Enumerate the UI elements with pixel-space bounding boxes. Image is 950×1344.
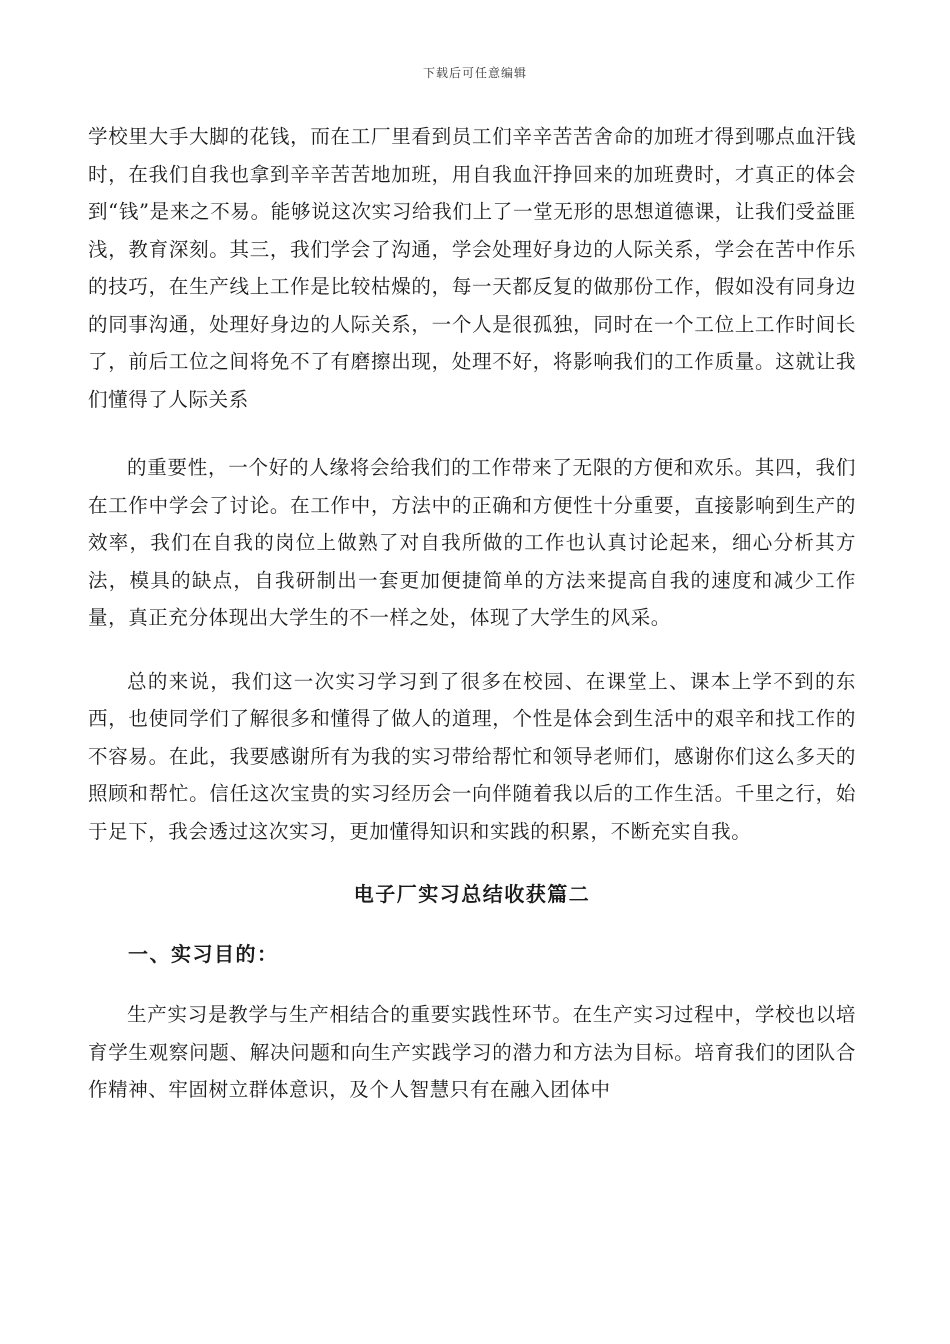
paragraph-internship-purpose: 生产实习是教学与生产相结合的重要实践性环节。在生产实习过程中，学校也以培育学生观察问题、解决问题和向生产实践学习的潜力和方法为目标。培育我们的团队合作精神、牢固树立群体意识，及个人智慧只有在融入团体中 [88,1003,856,1101]
header-note: 下载后可任意编辑 [422,66,527,80]
sub-heading-purpose: 一、实习目的： [128,942,279,966]
section-title: 电子厂实习总结收获篇二 [353,882,591,906]
paragraph-importance-of-relationships: 的重要性，一个好的人缘将会给我们的工作带来了无限的方便和欢乐。其四，我们在工作中学会了讨论。在工作中，方法中的正确和方便性十分重要，直接影响到生产的效率，我们在自我的岗位上做熟了对自我所做的工作也认真讨论起来，细心分析其方法，模具的缺点，自我研制出一套更加便捷简单的方法来提高自我的速度和减少工作量，真正充分体现出大学生的不一样之处，体现了大学生的风采。 [88,456,856,629]
document-body [88,118,856,1109]
paragraph-continuation: 学校里大手大脚的花钱，而在工厂里看到员工们辛辛苦苦舍命的加班才得到哪点血汗钱时，在我们自我也拿到辛辛苦苦地加班，用自我血汗挣回来的加班费时，才真正的体会到“钱”是来之不易。能够说这次实习给我们上了一堂无形的思想道德课，让我们受益匪浅，教育深刻。其三，我们学会了沟通，学会处理好身边的人际关系，学会在苦中作乐的技巧，在生产线上工作是比较枯燥的，每一天都反复的做那份工作，假如没有同身边的同事沟通，处理好身边的人际关系，一个人是很孤独，同时在一个工位上工作时间长了，前后工位之间将免不了有磨擦出现，处理不好，将影响我们的工作质量。这就让我们懂得了人际关系 [88,125,856,411]
paragraph-summary: 总的来说，我们这一次实习学习到了很多在校园、在课堂上、课本上学不到的东西，也使同学们了解很多和懂得了做人的道理，个性是体会到生活中的艰辛和找工作的不容易。在此，我要感谢所有为我的实习带给帮忙和领导老师们，感谢你们这么多天的照顾和帮忙。信任这次宝贵的实习经历会一向伴随着我以后的工作生活。千里之行，始于足下，我会透过这次实习，更加懂得知识和实践的积累，不断充实自我。 [88,669,856,843]
